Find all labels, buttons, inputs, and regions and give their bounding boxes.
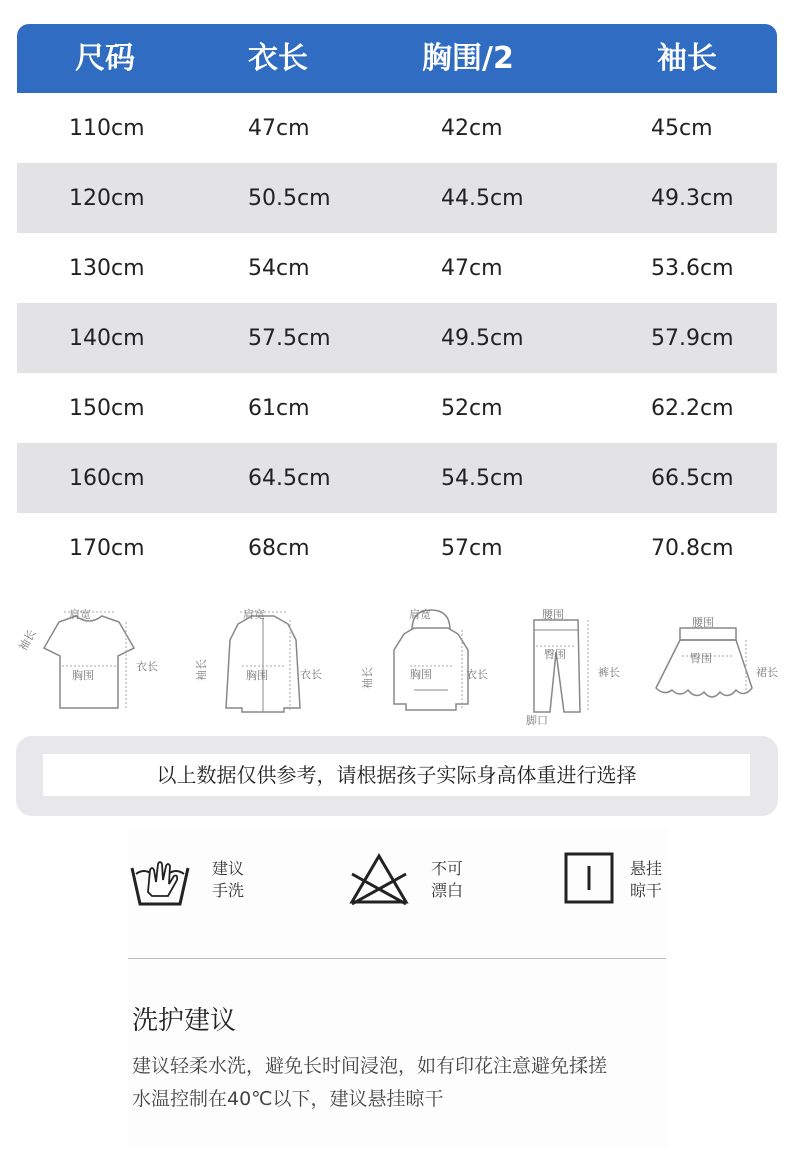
label-waist: 腰围 <box>692 616 714 629</box>
label-chest: 胸围 <box>410 668 432 681</box>
cell-sleeve: 45cm <box>651 116 713 141</box>
no-bleach-line1: 不可 <box>431 859 464 878</box>
hand-wash-line2: 手洗 <box>212 881 245 900</box>
cell-chest: 44.5cm <box>441 186 524 211</box>
hoodie-diagram <box>356 600 506 720</box>
header-sleeve: 袖长 <box>657 41 717 76</box>
table-row <box>17 163 777 233</box>
cell-size: 150cm <box>69 396 145 421</box>
table-header <box>17 24 777 93</box>
tshirt-diagram <box>14 600 164 720</box>
label-sleeve: 袖长 <box>195 659 208 681</box>
header-length: 衣长 <box>248 41 308 76</box>
cell-length: 61cm <box>248 396 310 421</box>
table-row <box>17 443 777 513</box>
size-notice <box>16 736 778 816</box>
hang-dry-line1: 悬挂 <box>630 859 663 878</box>
cell-length: 54cm <box>248 256 310 281</box>
label-shoulder: 肩宽 <box>409 608 431 621</box>
cell-sleeve: 66.5cm <box>651 466 734 491</box>
header-size: 尺码 <box>75 41 135 76</box>
pants-diagram <box>518 600 638 726</box>
cell-length: 47cm <box>248 116 310 141</box>
cell-chest: 47cm <box>441 256 503 281</box>
hand-wash-line1: 建议 <box>212 859 245 878</box>
care-description <box>132 1050 672 1116</box>
cell-size: 170cm <box>69 536 145 561</box>
care-item-hang-dry <box>562 848 682 918</box>
table-row <box>17 373 777 443</box>
label-length: 裤长 <box>598 666 620 679</box>
label-length: 衣长 <box>466 668 488 681</box>
care-item-hand-wash <box>128 848 288 918</box>
cell-chest: 54.5cm <box>441 466 524 491</box>
cell-size: 120cm <box>69 186 145 211</box>
jacket-diagram <box>188 600 338 720</box>
care-title: 洗护建议 <box>132 1006 237 1036</box>
cell-size: 110cm <box>69 116 145 141</box>
cell-sleeve: 62.2cm <box>651 396 734 421</box>
cell-length: 57.5cm <box>248 326 331 351</box>
care-section <box>128 828 668 1148</box>
label-chest: 胸围 <box>246 669 268 682</box>
cell-sleeve: 53.6cm <box>651 256 734 281</box>
hang-dry-line2: 晾干 <box>630 881 663 900</box>
label-shoulder: 肩宽 <box>69 608 91 621</box>
label-waist: 腰围 <box>542 608 564 621</box>
table-row <box>17 303 777 373</box>
table-row <box>17 93 777 163</box>
label-hip: 臀围 <box>544 648 566 661</box>
cell-chest: 57cm <box>441 536 503 561</box>
cell-sleeve: 57.9cm <box>651 326 734 351</box>
label-length: 裙长 <box>756 666 778 679</box>
care-item-no-bleach <box>346 848 506 918</box>
care-desc-line2: 水温控制在40℃以下，建议悬挂晾干 <box>132 1088 444 1110</box>
cell-size: 140cm <box>69 326 145 351</box>
size-table <box>17 24 777 583</box>
label-length: 衣长 <box>136 660 158 673</box>
label-sleeve: 袖长 <box>16 627 39 654</box>
label-sleeve: 袖长 <box>361 667 374 689</box>
cell-sleeve: 49.3cm <box>651 186 734 211</box>
label-hip: 臀围 <box>690 652 712 665</box>
skirt-diagram <box>646 600 786 720</box>
label-shoulder: 肩宽 <box>243 608 265 621</box>
cell-length: 50.5cm <box>248 186 331 211</box>
skirt-icon <box>646 600 786 720</box>
header-chest: 胸围/2 <box>422 41 514 76</box>
cell-chest: 49.5cm <box>441 326 524 351</box>
pants-icon <box>518 600 638 726</box>
cell-chest: 42cm <box>441 116 503 141</box>
hoodie-icon <box>356 600 506 720</box>
cell-length: 64.5cm <box>248 466 331 491</box>
hand-wash-icon <box>128 848 192 910</box>
care-desc-line1: 建议轻柔水洗，避免长时间浸泡，如有印花注意避免揉搓 <box>132 1055 608 1077</box>
cell-chest: 52cm <box>441 396 503 421</box>
label-length: 衣长 <box>300 668 322 681</box>
cell-sleeve: 70.8cm <box>651 536 734 561</box>
label-hem: 脚口 <box>526 714 548 727</box>
cell-size: 130cm <box>69 256 145 281</box>
cell-size: 160cm <box>69 466 145 491</box>
label-chest: 胸围 <box>72 669 94 682</box>
table-row <box>17 513 777 583</box>
hang-dry-icon <box>562 848 618 910</box>
notice-text: 以上数据仅供参考，请根据孩子实际身高体重进行选择 <box>43 754 750 796</box>
table-row <box>17 233 777 303</box>
no-bleach-line2: 漂白 <box>431 881 464 900</box>
no-bleach-icon <box>346 848 412 910</box>
care-divider <box>128 958 666 959</box>
cell-length: 68cm <box>248 536 310 561</box>
measurement-diagrams <box>0 600 790 730</box>
